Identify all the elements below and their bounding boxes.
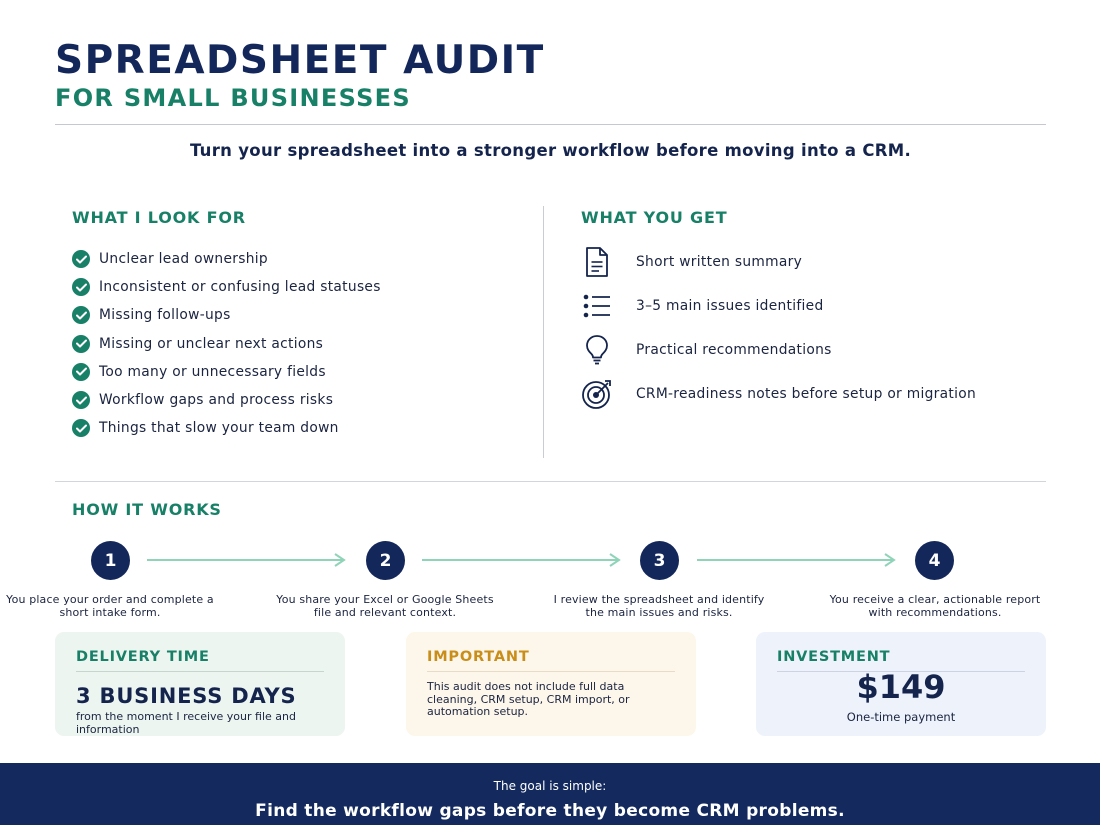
delivery-time-card	[55, 632, 345, 736]
card-divider	[76, 671, 324, 672]
target-icon	[580, 377, 614, 411]
list-item-label: Workflow gaps and process risks	[99, 392, 334, 409]
list-item	[72, 273, 381, 301]
look-for-heading: WHAT I LOOK FOR	[72, 208, 246, 227]
you-get-heading: WHAT YOU GET	[581, 208, 728, 227]
tagline: Turn your spreadsheet into a stronger workflow before moving into a CRM.	[189, 141, 912, 160]
lightbulb-icon	[580, 333, 614, 367]
list-item-label: Too many or unnecessary fields	[99, 363, 326, 380]
list-item-label: Short written summary	[636, 254, 803, 270]
delivery-value: 3 BUSINESS DAYS	[76, 684, 297, 708]
list-item	[72, 245, 381, 273]
list-item-label: Inconsistent or confusing lead statuses	[99, 279, 381, 296]
step-description-4: You receive a clear, actionable report with recommendations.	[829, 593, 1041, 619]
check-circle-icon	[72, 335, 90, 353]
step-description-1: You place your order and complete a short intake form.	[6, 593, 214, 619]
important-card	[406, 632, 696, 736]
list-item	[72, 330, 381, 358]
list-item-label: Unclear lead ownership	[99, 251, 268, 268]
list-item-label: Things that slow your team down	[99, 420, 339, 437]
important-text: This audit does not include full data cleaning, CRM setup, CRM import, or automation setup.	[427, 680, 630, 718]
step-number-4: 4	[915, 541, 954, 580]
check-circle-icon	[72, 419, 90, 437]
step-description-2: You share your Excel or Google Sheets file and relevant context.	[276, 593, 494, 619]
footer-banner	[0, 763, 1100, 825]
you-get-list	[580, 240, 976, 416]
footer-message: Find the workflow gaps before they become CRM problems.	[255, 801, 845, 821]
list-item	[72, 358, 381, 386]
card-heading: DELIVERY TIME	[76, 649, 210, 665]
check-circle-icon	[72, 391, 90, 409]
list-item	[580, 240, 976, 284]
card-heading: INVESTMENT	[777, 649, 891, 665]
arrow-right-icon	[147, 552, 347, 568]
step-number-1: 1	[91, 541, 130, 580]
card-divider	[427, 671, 675, 672]
list-item-label: Missing or unclear next actions	[99, 335, 324, 352]
delivery-note: from the moment I receive your file and information	[76, 710, 296, 736]
step-number-3: 3	[640, 541, 679, 580]
check-circle-icon	[72, 363, 90, 381]
list-item-label: Practical recommendations	[636, 342, 832, 358]
check-circle-icon	[72, 278, 90, 296]
step-number-2: 2	[366, 541, 405, 580]
how-it-works-heading: HOW IT WORKS	[72, 500, 222, 519]
arrow-right-icon	[697, 552, 897, 568]
list-item-label: CRM-readiness notes before setup or migration	[636, 386, 977, 402]
footer-intro: The goal is simple:	[493, 779, 607, 793]
list-icon	[580, 289, 614, 323]
list-item	[72, 386, 381, 414]
list-item-label: 3–5 main issues identified	[636, 298, 824, 314]
list-item-label: Missing follow-ups	[99, 307, 231, 324]
check-circle-icon	[72, 250, 90, 268]
list-item	[580, 372, 976, 416]
price: $149	[856, 668, 946, 706]
page-subtitle: FOR SMALL BUSINESSES	[55, 84, 411, 112]
check-circle-icon	[72, 306, 90, 324]
section-divider	[55, 481, 1046, 482]
column-divider	[543, 206, 544, 458]
list-item	[72, 414, 381, 442]
page-title: SPREADSHEET AUDIT	[55, 38, 545, 83]
investment-card	[756, 632, 1046, 736]
list-item	[580, 284, 976, 328]
document-icon	[580, 245, 614, 279]
card-heading: IMPORTANT	[427, 649, 530, 665]
look-for-list	[72, 245, 381, 442]
arrow-right-icon	[422, 552, 622, 568]
list-item	[72, 301, 381, 329]
step-description-3: I review the spreadsheet and identify the main issues and risks.	[553, 593, 765, 619]
price-note: One-time payment	[846, 710, 956, 724]
top-divider	[55, 124, 1046, 125]
list-item	[580, 328, 976, 372]
